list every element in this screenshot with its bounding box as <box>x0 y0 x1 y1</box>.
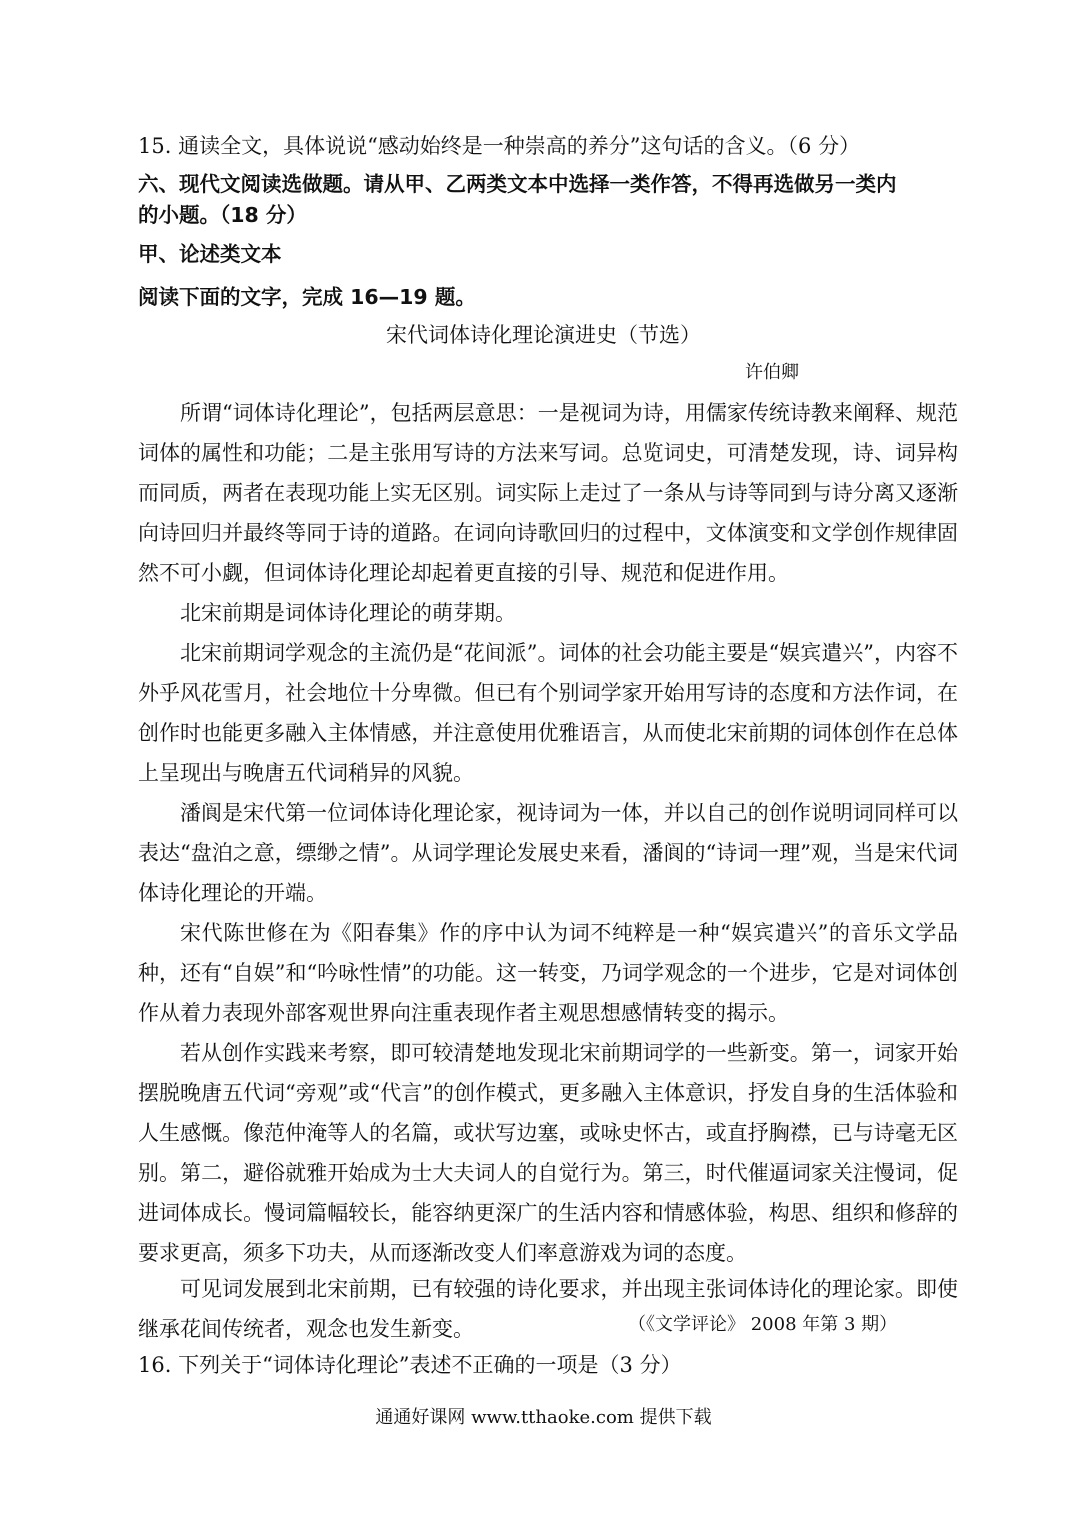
part-jia-heading: 甲、论述类文本 <box>138 242 282 266</box>
paragraph-6: 若从创作实践来考察，即可较清楚地发现北宋前期词学的一些新变。第一，词家开始摆脱晚唐五代词“旁观”或“代言”的创作模式，更多融入主体意识，抒发自身的生活体验和人生感慨。像范仲淹等人的名篇，或状写边塞，或咏史怀古，或直抒胸襟，已与诗毫无区别。第二，避俗就雅开始成为士大夫词人的自觉行为。第三，时代催逼词家关注慢词，促进词体成长。慢词篇幅较长，能容纳更深广的生活内容和情感体验，构思、组织和修辞的要求更高，须多下功夫，从而逐渐改变人们率意游戏为词的态度。 <box>138 1041 958 1265</box>
paragraph-7: 可见词发展到北宋前期，已有较强的诗化要求，并出现主张词体诗化的理论家。即使继承花间传统者，观念也发生新变。 <box>138 1277 958 1341</box>
question-15: 15. 通读全文，具体说说“感动始终是一种崇高的养分”这句话的含义。（6 分） <box>138 134 861 158</box>
paragraph-2: 北宋前期是词体诗化理论的萌芽期。 <box>180 601 516 625</box>
paragraph-4: 潘阆是宋代第一位词体诗化理论家，视诗词为一体，并以自己的创作说明词同样可以表达“盘泊之意，缥缈之情”。从词学理论发展史来看，潘阆的“诗词一理”观，当是宋代词体诗化理论的开端。 <box>138 801 958 905</box>
article-source: （《文学评论》 2008 年第 3 期） <box>628 1314 898 1335</box>
section-6-heading-line2: 的小题。（18 分） <box>138 203 307 227</box>
article-author: 许伯卿 <box>745 362 799 383</box>
reading-instruction: 阅读下面的文字，完成 16—19 题。 <box>138 285 476 309</box>
page-footer: 通通好课网 www.tthaoke.com 提供下载 <box>375 1407 712 1428</box>
paragraph-1: 所谓“词体诗化理论”，包括两层意思：一是视词为诗，用儒家传统诗教来阐释、规范词体的属性和功能；二是主张用写诗的方法来写词。总览词史，可清楚发现，诗、词异构而同质，两者在表现功能上实无区别。词实际上走过了一条从与诗等同到与诗分离又逐渐向诗回归并最终等同于诗的道路。在词向诗歌回归的过程中，文体演变和文学创作规律固然不可小觑，但词体诗化理论却起着更直接的引导、规范和促进作用。 <box>138 401 958 585</box>
article-title: 宋代词体诗化理论演进史（节选） <box>386 323 701 347</box>
paragraph-5: 宋代陈世修在为《阳春集》作的序中认为词不纯粹是一种“娱宾遣兴”的音乐文学品种，还有“自娱”和“吟咏性情”的功能。这一转变，乃词学观念的一个进步，它是对词体创作从着力表现外部客观世界向注重表现作者主观思想感情转变的揭示。 <box>138 921 958 1025</box>
paragraph-3: 北宋前期词学观念的主流仍是“花间派”。词体的社会功能主要是“娱宾遣兴”，内容不外乎风花雪月，社会地位十分卑微。但已有个别词学家开始用写诗的态度和方法作词，在创作时也能更多融入主体情感，并注意使用优雅语言，从而使北宋前期的词体创作在总体上呈现出与晚唐五代词稍异的风貌。 <box>138 641 958 785</box>
section-6-heading-line1: 六、现代文阅读选做题。请从甲、乙两类文本中选择一类作答，不得再选做另一类内 <box>138 172 897 196</box>
question-16: 16. 下列关于“词体诗化理论”表述不正确的一项是（3 分） <box>138 1353 682 1377</box>
